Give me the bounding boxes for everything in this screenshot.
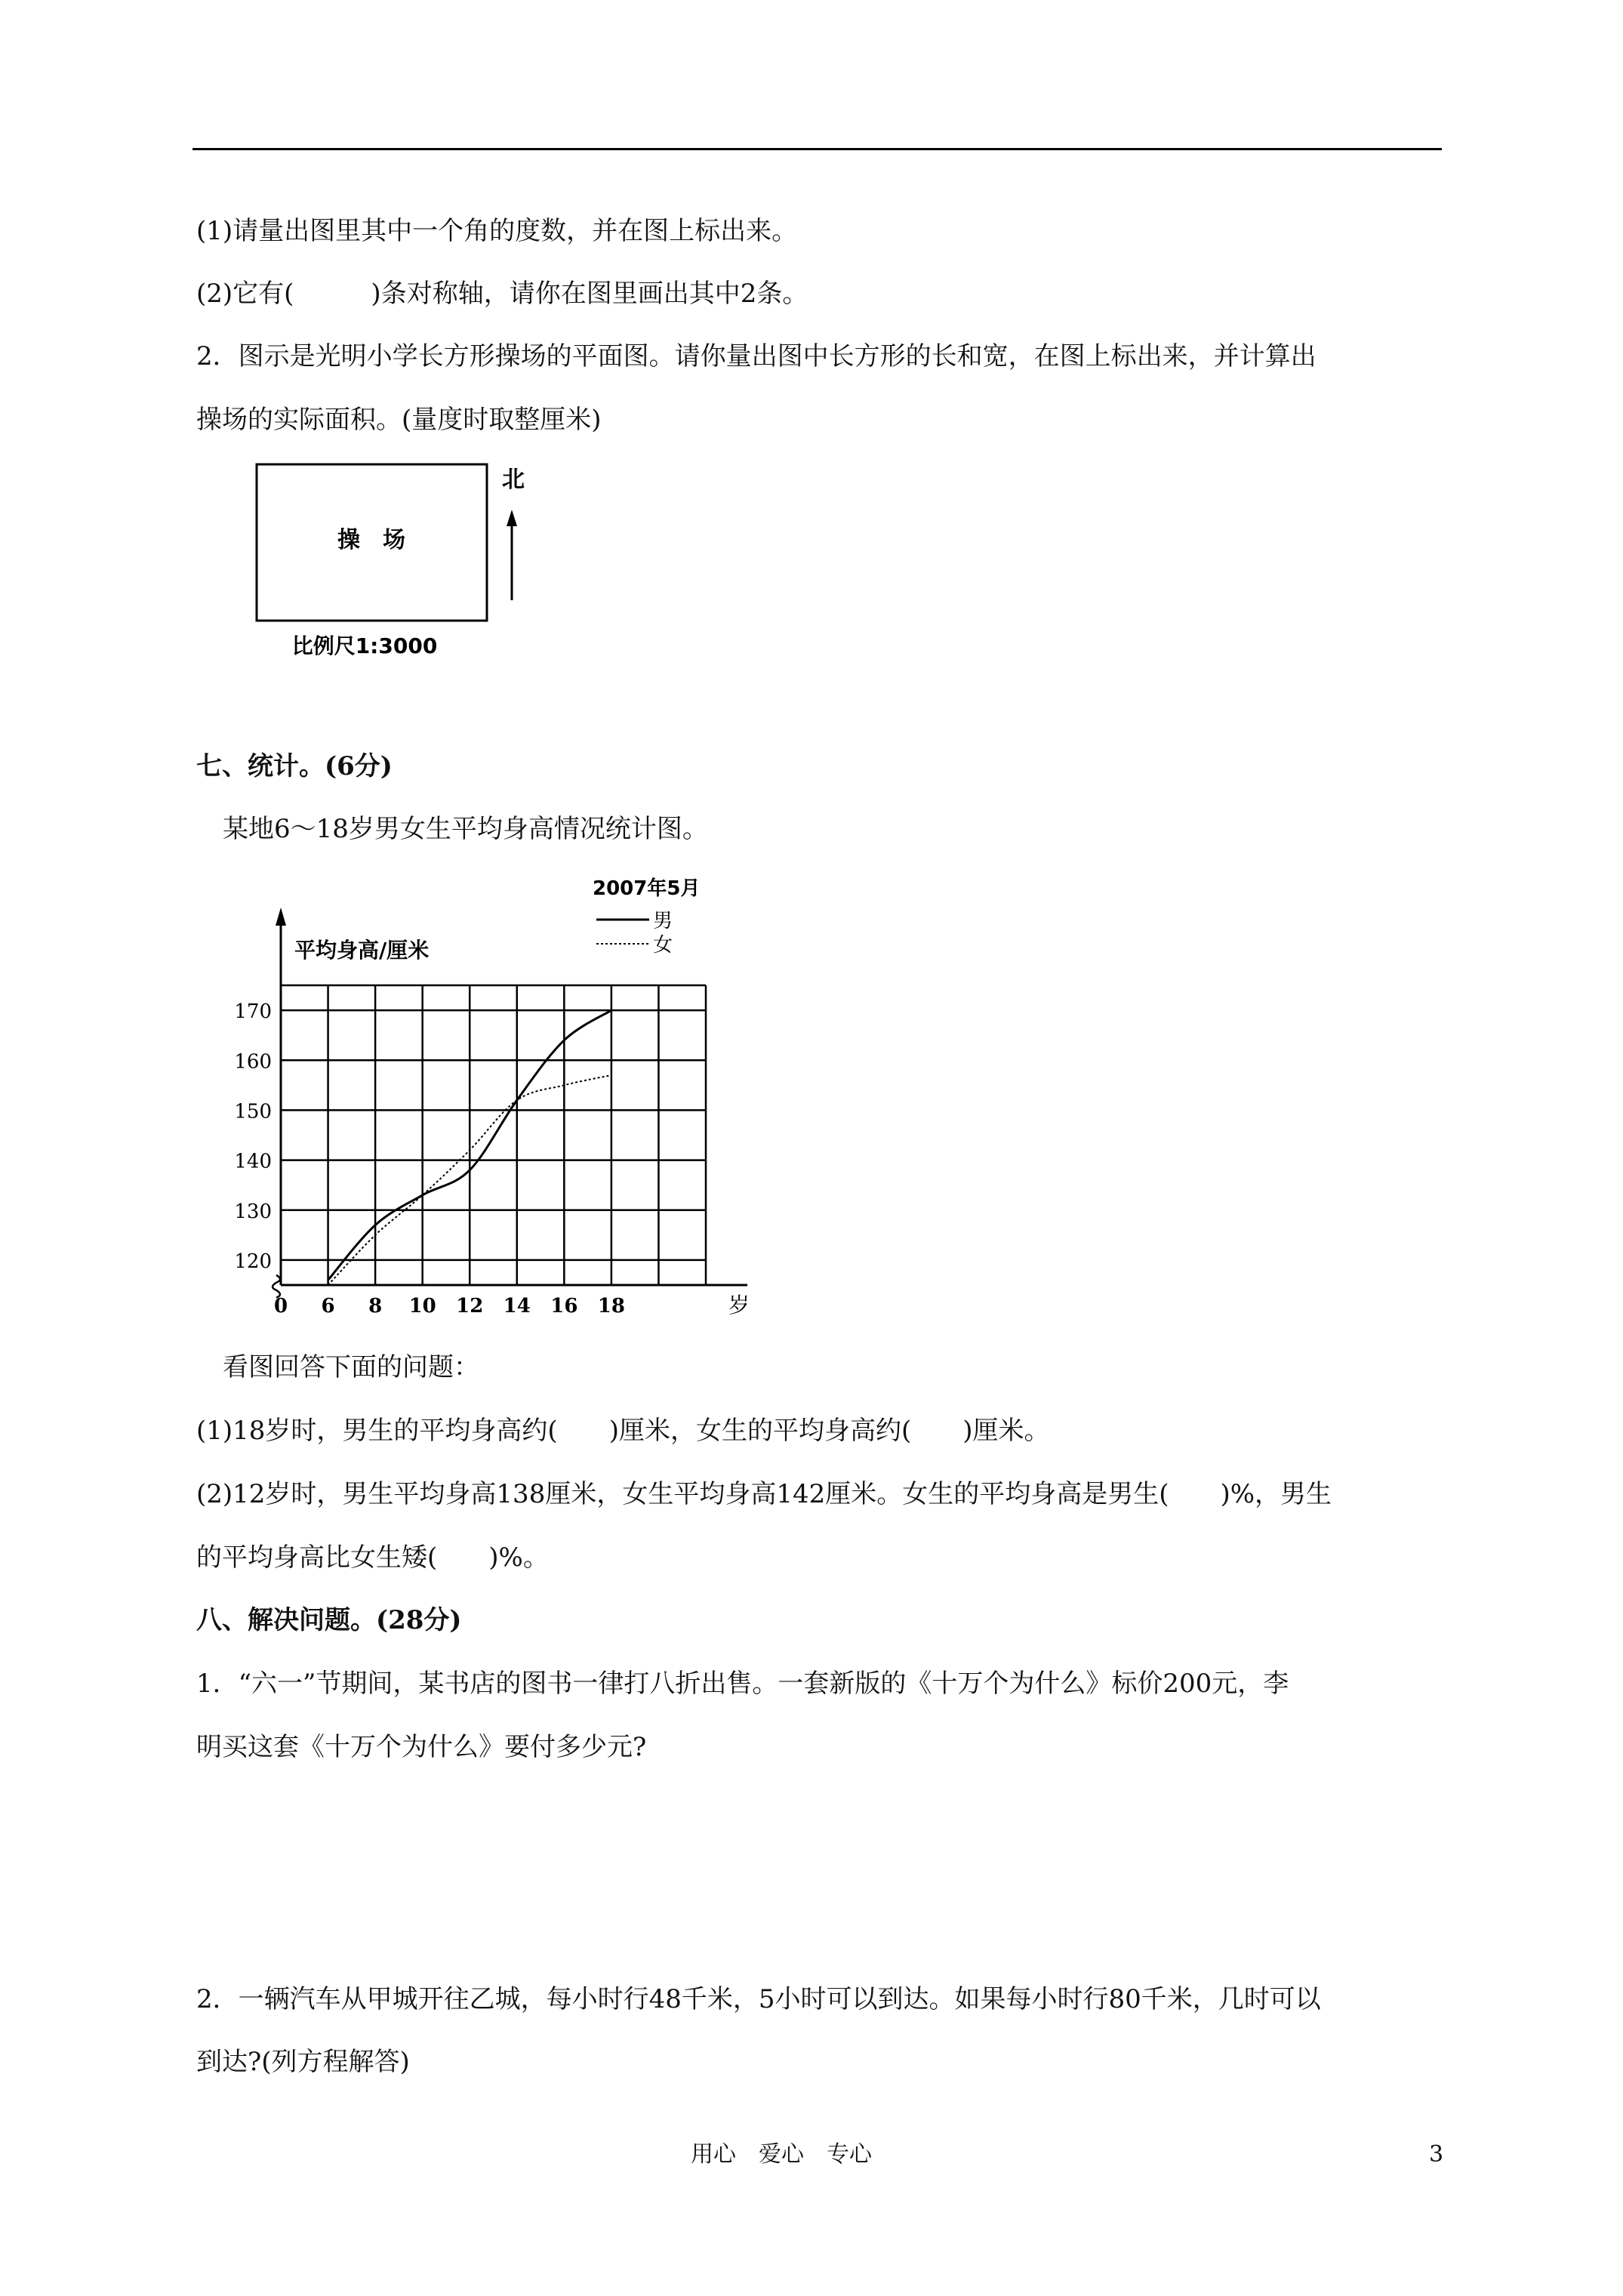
legend-date: 2007年5月 xyxy=(593,877,701,900)
section7-q2-line1: (2)12岁时，男生平均身高138厘米，女生平均身高142厘米。女生的平均身高是男生( )%，男生 xyxy=(196,1479,1332,1509)
y-tick-label: 150 xyxy=(234,1100,272,1123)
section7-prompt: 看图回答下面的问题： xyxy=(223,1352,479,1382)
section8-q1-line2: 明买这套《十万个为什么》要付多少元? xyxy=(196,1732,647,1762)
q2-text-line1: 2．图示是光明小学长方形操场的平面图。请你量出图中长方形的长和宽，在图上标出来，并计算出 xyxy=(196,341,1317,371)
x-tick-label: 8 xyxy=(368,1295,383,1318)
y-axis-arrow-icon xyxy=(276,908,286,926)
section8-q1-line1: 1．“六一”节期间，某书店的图书一律打八折出售。一套新版的《十万个为什么》标价200元，李 xyxy=(196,1669,1289,1699)
section8-q2-line2: 到达?(列方程解答) xyxy=(196,2047,410,2077)
y-tick-label: 140 xyxy=(234,1150,272,1173)
x-tick-label: 10 xyxy=(408,1295,436,1318)
header-rule xyxy=(192,148,1442,150)
q1-sub2-text: (2)它有( )条对称轴，请你在图里画出其中2条。 xyxy=(196,279,808,309)
x-tick-label: 0 xyxy=(273,1295,288,1318)
chart-labels xyxy=(234,877,750,1318)
playground-label: 操 场 xyxy=(337,527,405,553)
x-axis-title: 岁 xyxy=(728,1293,750,1318)
x-tick-label: 6 xyxy=(321,1295,335,1318)
y-tick-label: 170 xyxy=(234,1000,272,1024)
y-tick-label: 130 xyxy=(234,1200,272,1223)
footer-motto: 用心 爱心 专心 xyxy=(691,2141,872,2168)
page-number: 3 xyxy=(1429,2141,1444,2168)
section7-q1: (1)18岁时，男生的平均身高约( )厘米，女生的平均身高约( )厘米。 xyxy=(196,1416,1050,1446)
legend-label-female: 女 xyxy=(653,934,673,957)
x-tick-label: 18 xyxy=(597,1295,625,1318)
y-tick-label: 120 xyxy=(234,1250,272,1273)
x-tick-label: 14 xyxy=(503,1295,531,1318)
section7-intro: 某地6～18岁男女生平均身高情况统计图。 xyxy=(223,814,708,844)
x-tick-label: 16 xyxy=(550,1295,578,1318)
legend-label-male: 男 xyxy=(653,910,673,932)
section8-heading: 八、解决问题。(28分) xyxy=(196,1605,462,1635)
chart-axes xyxy=(273,908,747,1298)
section8-q2-line1: 2．一辆汽车从甲城开往乙城，每小时行48千米，5小时可以到达。如果每小时行80千米，几时可以 xyxy=(196,1984,1321,2014)
north-label: 北 xyxy=(502,467,525,493)
scale-label: 比例尺1:3000 xyxy=(291,633,438,658)
y-axis-title: 平均身高/厘米 xyxy=(294,938,430,963)
y-tick-label: 160 xyxy=(234,1050,272,1074)
section7-q2-line2: 的平均身高比女生矮( )%。 xyxy=(196,1542,549,1573)
section7-heading: 七、统计。(6分) xyxy=(196,751,393,781)
north-arrowhead-icon xyxy=(507,510,517,526)
x-tick-label: 12 xyxy=(456,1295,484,1318)
q1-sub1-text: (1)请量出图里其中一个角的度数，并在图上标出来。 xyxy=(196,216,798,246)
q2-text-line2: 操场的实际面积。(量度时取整厘米) xyxy=(196,405,602,435)
playground-diagram xyxy=(249,457,528,661)
height-line-chart xyxy=(226,868,770,1321)
